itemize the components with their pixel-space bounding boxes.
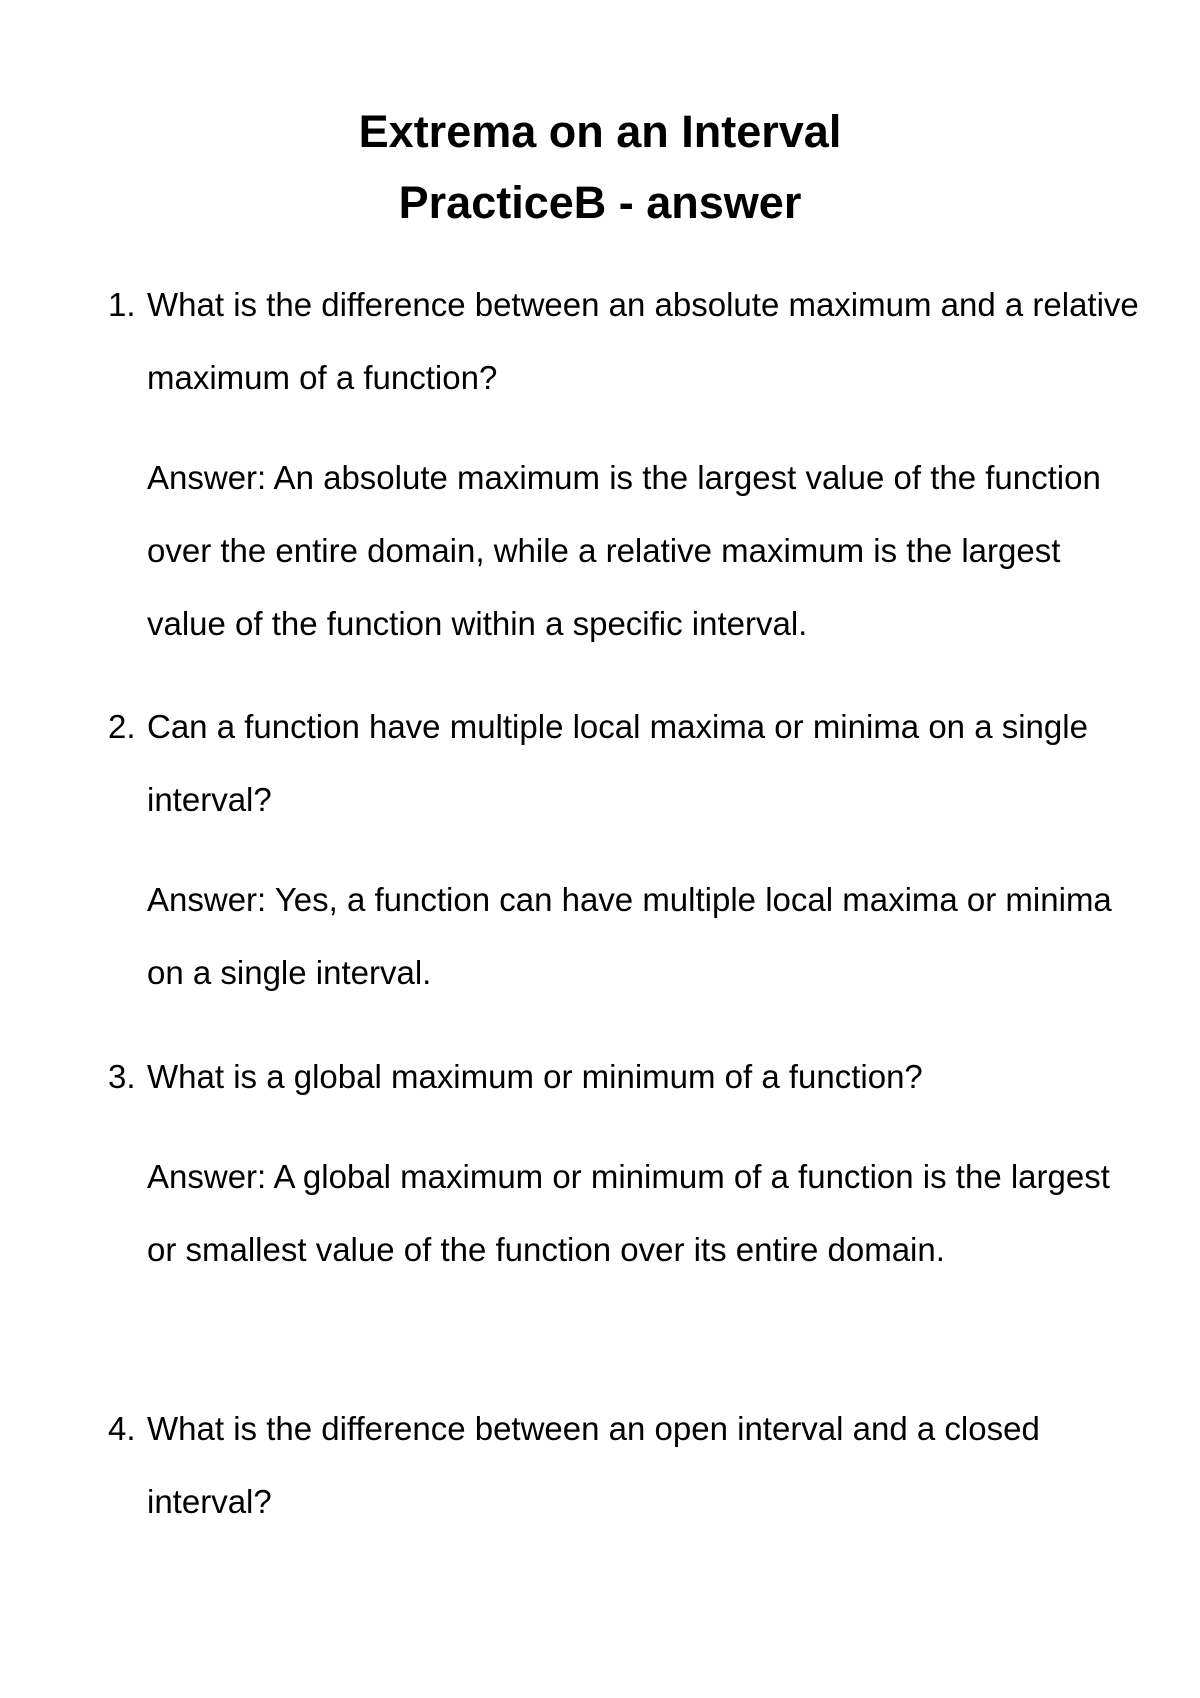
- question-number: 2.: [108, 708, 136, 745]
- question-item-1: [108, 268, 1148, 660]
- question-text: What is the difference between an absolute maximum and a relative maximum of a function?: [147, 286, 1139, 396]
- answer-text: Answer: A global maximum or minimum of a function is the largest or smallest value of the function over its entire domain.: [147, 1158, 1110, 1268]
- answer-text: Answer: An absolute maximum is the largest value of the function over the entire domain, while a relative maximum is the largest value of the function within a specific interval.: [147, 459, 1101, 642]
- question-number: 1.: [108, 286, 136, 323]
- question-text: Can a function have multiple local maxima or minima on a single interval?: [147, 708, 1088, 818]
- answer-text: Answer: Yes, a function can have multiple local maxima or minima on a single interval.: [147, 881, 1112, 991]
- page-subtitle: PracticeB - answer: [398, 177, 802, 228]
- question-item-3: [108, 1040, 1148, 1286]
- question-text: What is the difference between an open interval and a closed interval?: [147, 1410, 1040, 1520]
- question-item-4: [108, 1392, 1148, 1538]
- page-title: Extrema on an Interval: [358, 106, 842, 157]
- question-text: What is a global maximum or minimum of a function?: [147, 1058, 923, 1095]
- question-item-2: [108, 690, 1148, 1009]
- question-number: 4.: [108, 1410, 136, 1447]
- question-number: 3.: [108, 1058, 136, 1095]
